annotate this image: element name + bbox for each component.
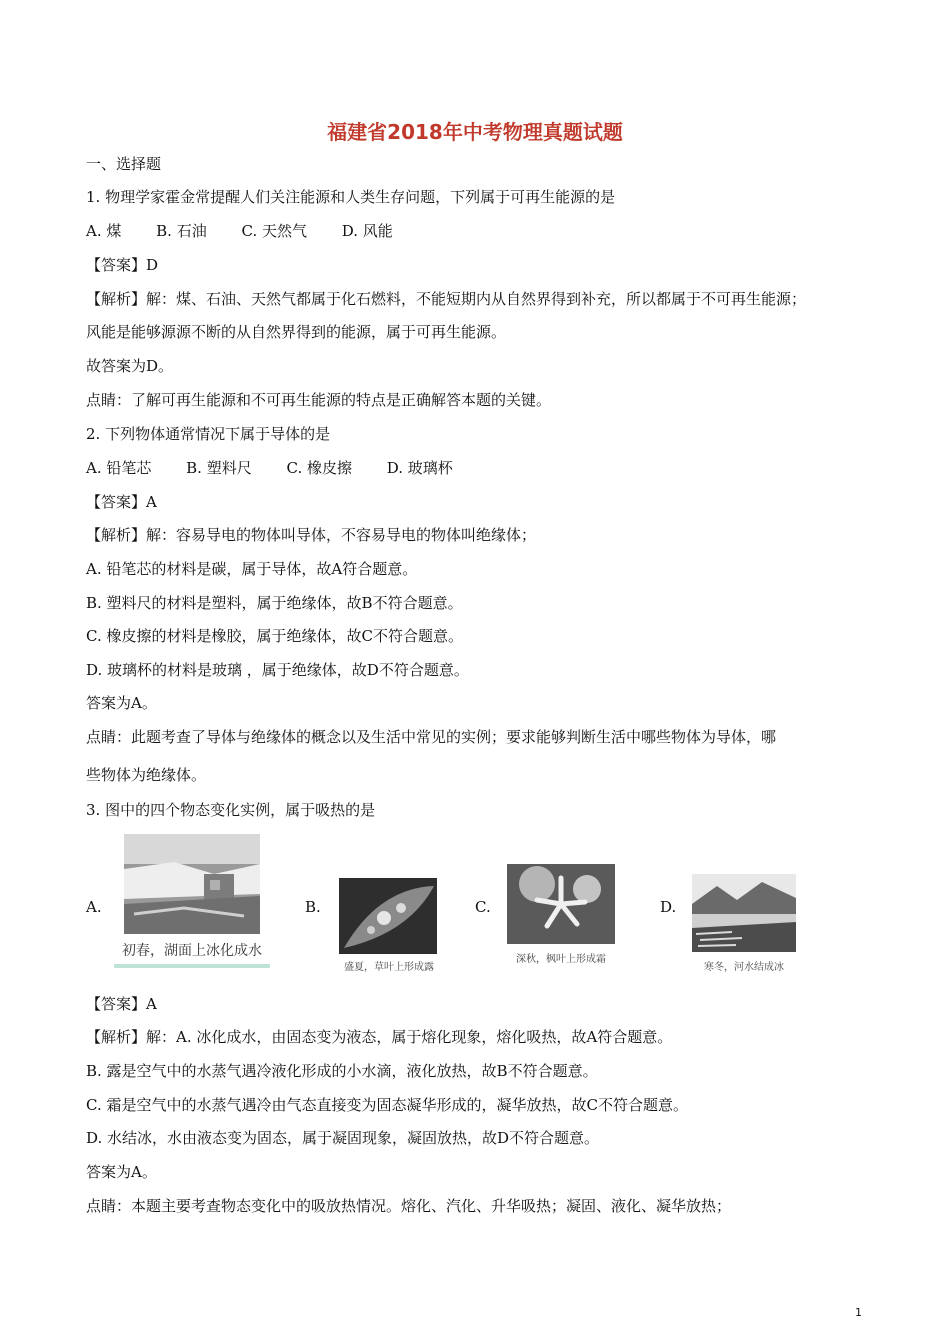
q2-answer: 【答案】A bbox=[86, 493, 157, 511]
frost-leaf-image bbox=[507, 864, 615, 944]
q2-analysis-b: B. 塑料尺的材料是塑料，属于绝缘体，故B不符合题意。 bbox=[86, 594, 463, 612]
q3-conclusion: 答案为A。 bbox=[86, 1163, 157, 1181]
q3-stem: 3. 图中的四个物态变化实例，属于吸热的是 bbox=[86, 801, 376, 819]
q2-option-a: A. 铅笔芯 bbox=[86, 459, 152, 477]
q3-analysis-c: C. 霜是空气中的水蒸气遇冷由气态直接变为固态凝华形成的，凝华放热，故C不符合题意。 bbox=[86, 1096, 688, 1114]
q3-figure-d bbox=[660, 870, 820, 972]
frozen-river-image bbox=[692, 874, 796, 952]
q3-figure-a-letter: A. bbox=[86, 898, 102, 916]
q2-analysis-d: D. 玻璃杯的材料是玻璃 ，属于绝缘体，故D不符合题意。 bbox=[86, 661, 469, 679]
q2-options bbox=[86, 458, 483, 478]
q2-tip-1: 点睛：此题考查了导体与绝缘体的概念以及生活中常见的实例；要求能够判断生活中哪些物体为导体，哪 bbox=[86, 728, 777, 746]
q2-analysis-a: A. 铅笔芯的材料是碳，属于导体，故A符合题意。 bbox=[86, 560, 418, 578]
q3-answer: 【答案】A bbox=[86, 995, 157, 1013]
q1-options bbox=[86, 221, 423, 241]
q3-figure-d-photo bbox=[692, 874, 796, 952]
q1-analysis-1: 【解析】解：煤、石油、天然气都属于化石燃料，不能短期内从自然界得到补充，所以都属于不可再生能源； bbox=[86, 290, 807, 308]
page-number: 1 bbox=[855, 1306, 862, 1319]
q2-option-c: C. 橡皮擦 bbox=[286, 459, 352, 477]
q3-figure-b-photo bbox=[339, 878, 437, 954]
q3-figure-c-letter: C. bbox=[475, 898, 491, 916]
q2-analysis: 【解析】解：容易导电的物体叫导体，不容易导电的物体叫绝缘体； bbox=[86, 526, 537, 544]
q2-analysis-c: C. 橡皮擦的材料是橡胶，属于绝缘体，故C不符合题意。 bbox=[86, 627, 463, 645]
q2-stem: 2. 下列物体通常情况下属于导体的是 bbox=[86, 425, 331, 443]
q3-tip: 点睛：本题主要考查物态变化中的吸放热情况。熔化、汽化、升华吸热；凝固、液化、凝华放热； bbox=[86, 1197, 732, 1215]
q3-figure-c bbox=[475, 862, 645, 972]
q3-figure-c-caption: 深秋，枫叶上形成霜 bbox=[516, 954, 606, 965]
q3-figure-d-letter: D. bbox=[660, 898, 677, 916]
dew-leaf-image bbox=[339, 878, 437, 954]
q2-conclusion: 答案为A。 bbox=[86, 694, 157, 712]
q3-figure-a bbox=[86, 832, 286, 972]
q3-figure-d-caption: 寒冬，河水结成冰 bbox=[704, 962, 784, 973]
q1-stem: 1. 物理学家霍金常提醒人们关注能源和人类生存问题，下列属于可再生能源的是 bbox=[86, 188, 616, 206]
section-heading: 一、选择题 bbox=[86, 155, 162, 173]
q1-conclusion: 故答案为D。 bbox=[86, 357, 174, 375]
q3-figure-a-caption: 初春，湖面上冰化成水 bbox=[122, 943, 262, 959]
q1-option-c: C. 天然气 bbox=[241, 222, 307, 240]
q1-tip: 点睛：了解可再生能源和不可再生能源的特点是正确解答本题的关键。 bbox=[86, 391, 552, 409]
q2-tip-2: 些物体为绝缘体。 bbox=[86, 766, 207, 784]
q1-answer: 【答案】D bbox=[86, 256, 159, 274]
frozen-lake-image bbox=[124, 834, 260, 934]
q1-option-b: B. 石油 bbox=[156, 222, 207, 240]
q3-figure-b bbox=[305, 872, 465, 972]
q3-analysis: 【解析】解：A. 冰化成水，由固态变为液态，属于熔化现象，熔化吸热，故A符合题意。 bbox=[86, 1028, 673, 1046]
q3-figure-a-photo bbox=[124, 834, 260, 934]
q1-option-d: D. 风能 bbox=[341, 222, 393, 240]
q3-analysis-d: D. 水结冰，水由液态变为固态，属于凝固现象，凝固放热，故D不符合题意。 bbox=[86, 1129, 600, 1147]
q1-analysis-2: 风能是能够源源不断的从自然界得到的能源，属于可再生能源。 bbox=[86, 323, 507, 341]
q2-option-b: B. 塑料尺 bbox=[186, 459, 252, 477]
q3-figure-a-underline bbox=[114, 964, 270, 968]
q3-figure-b-letter: B. bbox=[305, 898, 321, 916]
q2-option-d: D. 玻璃杯 bbox=[386, 459, 453, 477]
q1-option-a: A. 煤 bbox=[86, 222, 122, 240]
q3-figure-b-caption: 盛夏，草叶上形成露 bbox=[344, 962, 434, 973]
page-title: 福建省2018年中考物理真题试题 bbox=[327, 120, 623, 144]
q3-analysis-b: B. 露是空气中的水蒸气遇冷液化形成的小水滴，液化放热，故B不符合题意。 bbox=[86, 1062, 598, 1080]
q3-figure-c-photo bbox=[507, 864, 615, 944]
